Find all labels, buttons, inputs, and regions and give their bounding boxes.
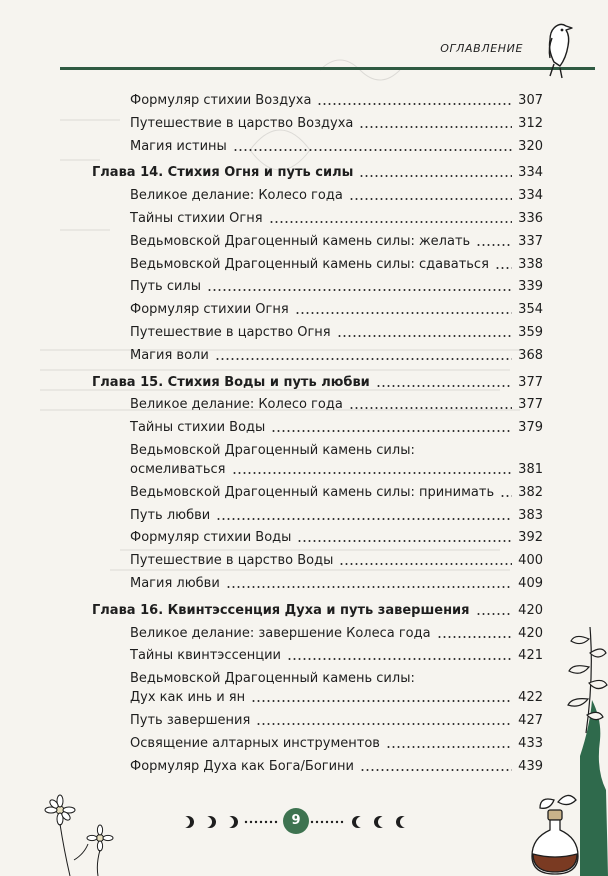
toc-entry-row xyxy=(130,233,543,250)
toc-leader-dots xyxy=(437,636,513,638)
toc-entry-title: Формуляр стихии Воды xyxy=(130,530,292,546)
toc-entry-title: Дух как инь и ян xyxy=(130,690,246,706)
moon-phase-icon xyxy=(396,816,411,828)
toc-page-number: 381 xyxy=(518,462,543,477)
toc-page-number: 334 xyxy=(518,188,543,204)
toc-entry-row xyxy=(130,461,543,478)
toc-entry-title: Формуляр стихии Воздуха xyxy=(130,93,312,108)
toc-entry-title: Путешествие в царство Огня xyxy=(130,325,331,340)
toc-leader-dots xyxy=(269,221,513,223)
toc-leader-dots xyxy=(215,358,512,360)
toc-entry-row xyxy=(130,507,543,524)
toc-entry-title: Ведьмовской Драгоценный камень силы: xyxy=(130,671,415,687)
toc-entry-row xyxy=(130,712,543,729)
toc-leader-dots xyxy=(317,103,512,105)
toc-page-number: 312 xyxy=(518,115,543,131)
toc-entry-title: Освящение алтарных инструментов xyxy=(130,735,380,751)
toc-entry-row xyxy=(130,187,543,204)
toc-leader-dots xyxy=(295,312,512,314)
toc-page-number: 368 xyxy=(518,347,543,363)
toc-leader-dots xyxy=(349,407,512,409)
toc-leader-dots xyxy=(207,289,512,291)
toc-leader-dots xyxy=(349,198,512,200)
toc-page-number: 420 xyxy=(518,625,543,641)
toc-leader-dots xyxy=(360,769,512,771)
toc-leader-dots xyxy=(251,700,512,702)
toc-leader-dots xyxy=(287,658,512,660)
toc-page-number: 379 xyxy=(518,420,543,436)
toc-page-number: 338 xyxy=(518,256,543,272)
toc-leader-dots xyxy=(337,335,513,337)
toc-page-number: 339 xyxy=(518,279,543,295)
toc-leader-dots xyxy=(359,175,512,177)
toc-entry-title: Магия воли xyxy=(130,347,209,363)
toc-entry-row xyxy=(130,552,543,569)
toc-entry-title: Великое делание: Колесо года xyxy=(130,397,343,413)
toc-leader-dots xyxy=(226,586,512,588)
toc-leader-dots xyxy=(495,267,512,269)
toc-page-number: 420 xyxy=(518,602,543,618)
toc-entry-row xyxy=(130,301,543,318)
moon-phase-icon xyxy=(223,816,238,828)
potion-bottle-icon xyxy=(520,792,590,876)
section-title: ОГЛАВЛЕНИЕ xyxy=(440,42,523,55)
toc-page-number: 377 xyxy=(518,397,543,413)
toc-entry-row xyxy=(130,575,543,592)
toc-entry-title: Магия любви xyxy=(130,576,220,591)
toc-entry-title: Великое делание: завершение Колеса года xyxy=(130,625,431,641)
toc-leader-dots xyxy=(233,149,512,151)
moon-phase-icon xyxy=(179,816,194,828)
toc-page-number: 320 xyxy=(518,138,543,154)
moon-phase-icon xyxy=(374,816,389,828)
page-number: 9 xyxy=(283,808,309,834)
toc-page-number: 334 xyxy=(518,165,543,181)
toc-page-number: 307 xyxy=(518,93,543,108)
toc-entry-row xyxy=(130,484,543,501)
toc-page-number: 392 xyxy=(518,530,543,546)
toc-entry-row xyxy=(130,625,543,642)
toc-entry-title: Тайны квинтэссенции xyxy=(130,648,281,664)
toc-entry-title: Ведьмовской Драгоценный камень силы: xyxy=(130,443,415,458)
herb-sprig-icon xyxy=(560,625,608,735)
toc-entry-title: Путешествие в царство Воздуха xyxy=(130,115,354,131)
toc-leader-dots xyxy=(500,495,512,497)
toc-entry-row xyxy=(130,138,543,155)
moon-phase-icon xyxy=(352,816,367,828)
toc-page-number: 422 xyxy=(518,690,543,706)
toc-leader-dots xyxy=(476,244,512,246)
toc-entry-row xyxy=(130,735,543,752)
toc-page-number: 439 xyxy=(518,758,543,774)
toc-entry-title: Тайны стихии Огня xyxy=(130,211,263,226)
toc-entry-title: Тайны стихии Воды xyxy=(130,420,266,436)
toc-page-number: 383 xyxy=(518,507,543,523)
toc-entry-title: Путь любви xyxy=(130,507,211,523)
toc-entry-row xyxy=(130,647,543,664)
toc-page-number: 354 xyxy=(518,302,543,318)
toc-page-number: 421 xyxy=(518,648,543,664)
toc-entry-title: Путешествие в царство Воды xyxy=(130,553,334,569)
chamomile-icon xyxy=(40,790,130,876)
toc-entry-title: Магия истины xyxy=(130,138,227,154)
toc-leader-dots xyxy=(386,746,512,748)
toc-page-number: 400 xyxy=(518,553,543,569)
toc-entry-row xyxy=(130,92,543,109)
toc-chapter-row xyxy=(92,374,543,391)
toc-entry-title: Формуляр стихии Огня xyxy=(130,302,289,318)
toc-leader-dots xyxy=(339,563,512,565)
toc-entry-title: Путь силы xyxy=(130,279,202,295)
toc-chapter-row xyxy=(92,164,543,181)
toc-leader-dots xyxy=(232,472,513,474)
toc-entry-row xyxy=(130,396,543,413)
toc-page-number: 382 xyxy=(518,484,543,500)
toc-entry-title: осмеливаться xyxy=(130,462,226,477)
toc-entry-row xyxy=(130,347,543,364)
toc-entry-row xyxy=(130,324,543,341)
toc-entry-title: Ведьмовской Драгоценный камень силы: принимать xyxy=(130,484,495,500)
toc-entry-title: Формуляр Духа как Бога/Богини xyxy=(130,758,355,774)
toc-page-number: 336 xyxy=(518,211,543,226)
toc-chapter-title: Глава 15. Стихия Воды и путь любви xyxy=(92,374,370,390)
toc-entry-row xyxy=(130,529,543,546)
toc-page-number: 427 xyxy=(518,713,543,728)
toc-leader-dots xyxy=(476,613,513,615)
toc-leader-dots xyxy=(297,540,512,542)
toc-entry-row xyxy=(130,758,543,775)
toc-leader-dots xyxy=(256,723,512,725)
toc-leader-dots xyxy=(376,385,512,387)
toc-entry-title: Великое делание: Колесо года xyxy=(130,188,343,204)
toc-entry-row xyxy=(130,419,543,436)
toc-page-number: 409 xyxy=(518,576,543,591)
toc-leader-dots xyxy=(216,518,512,520)
toc-page-number: 337 xyxy=(518,233,543,249)
toc-chapter-row xyxy=(92,602,543,619)
toc-entry-title: Ведьмовской Драгоценный камень силы: желать xyxy=(130,233,471,249)
toc-page-number: 359 xyxy=(518,325,543,340)
toc-entry-row xyxy=(130,115,543,132)
toc-entry-row xyxy=(130,689,543,706)
toc-entry-title: Ведьмовской Драгоценный камень силы: сдаваться xyxy=(130,256,489,272)
toc-entry-row xyxy=(130,210,543,227)
toc-chapter-title: Глава 14. Стихия Огня и путь силы xyxy=(92,165,354,181)
toc-page-number: 433 xyxy=(518,735,543,751)
toc-entry-row xyxy=(130,256,543,273)
toc-chapter-title: Глава 16. Квинтэссенция Духа и путь завершения xyxy=(92,602,470,618)
toc-entry-title: Путь завершения xyxy=(130,713,251,728)
toc-entry-row xyxy=(130,278,543,295)
toc-leader-dots xyxy=(359,126,512,128)
toc-page-number: 377 xyxy=(518,374,543,390)
moon-phase-icon xyxy=(201,816,216,828)
toc-leader-dots xyxy=(271,430,512,432)
